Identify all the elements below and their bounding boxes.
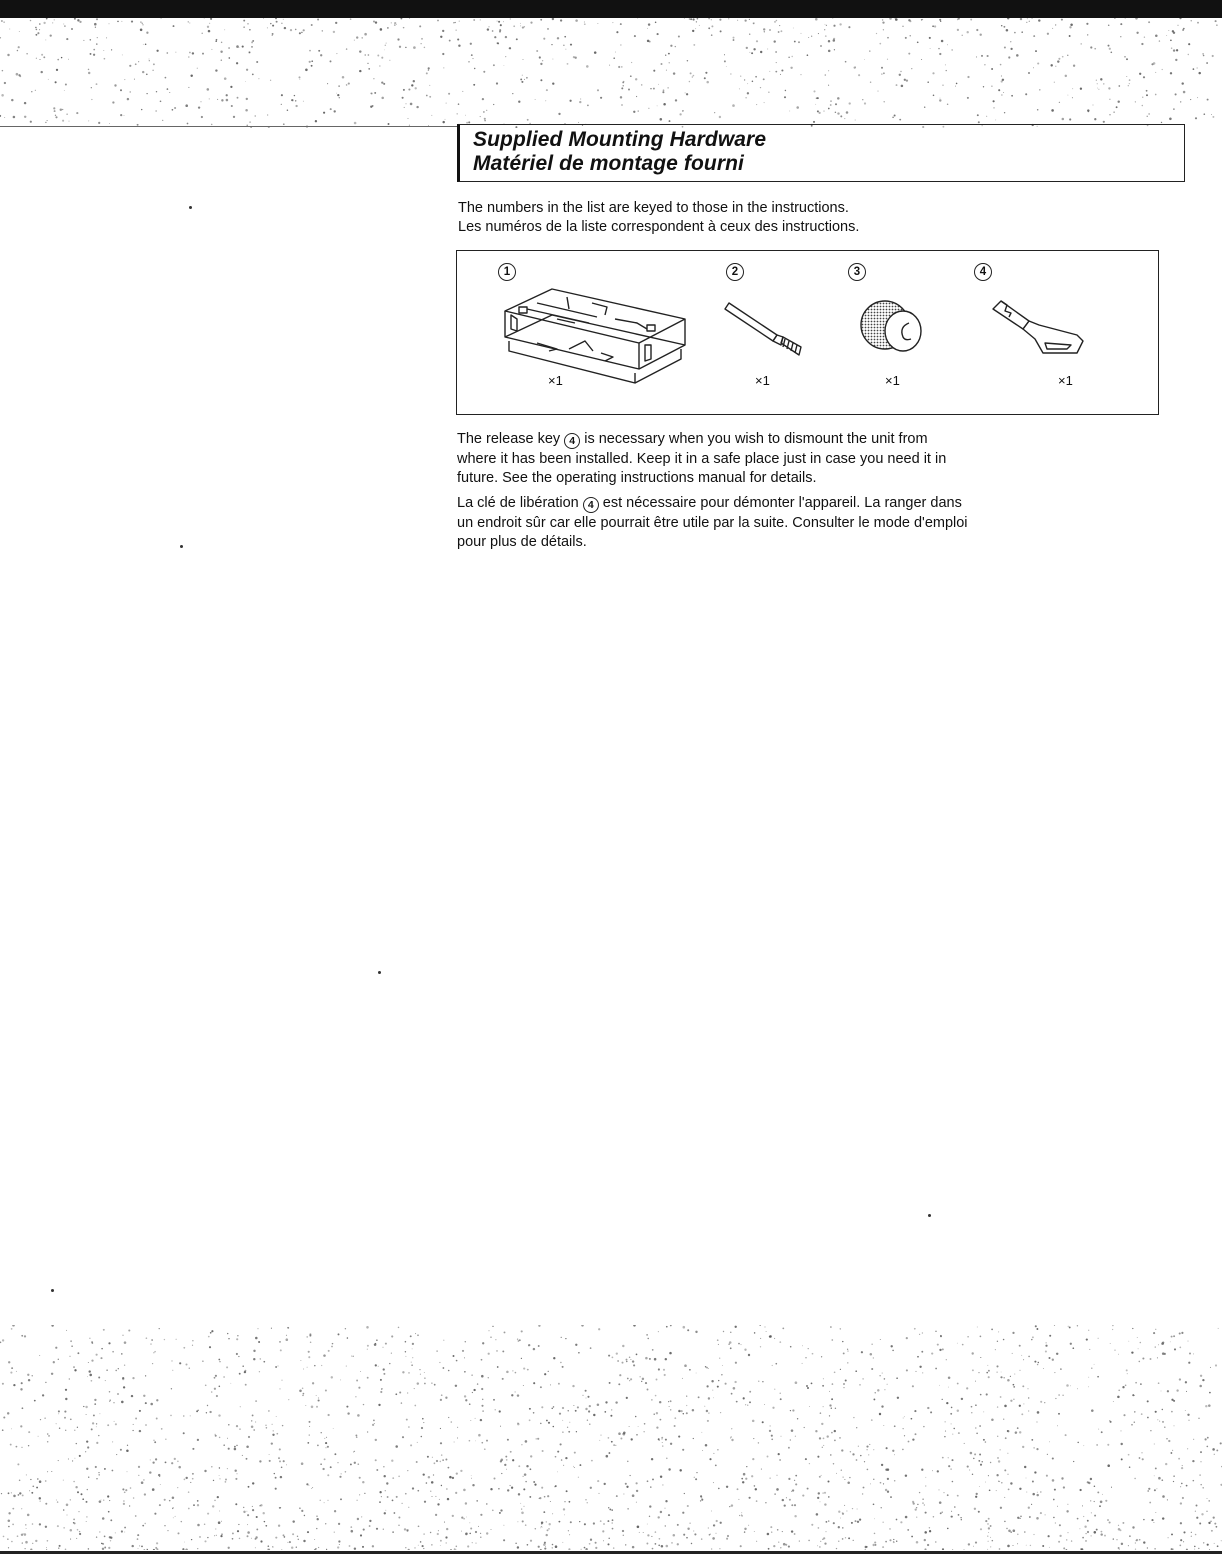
- scan-speck: [51, 1289, 54, 1292]
- intro-text: [458, 199, 859, 237]
- scan-top-bar: [0, 0, 1222, 18]
- release-key-illustration: [987, 297, 1091, 363]
- part-2-qty: ×1: [755, 373, 770, 388]
- part-4-number: 4: [974, 263, 992, 281]
- top-rule: [0, 126, 460, 127]
- en-line-1: [457, 430, 946, 450]
- scan-bottom-rule: [0, 1551, 1222, 1554]
- fr-line-1: [457, 494, 968, 514]
- section-header: [457, 124, 1185, 182]
- en-line-1-end: is necessary when you wish to dismount the unit from: [584, 431, 928, 447]
- intro-line-en: The numbers in the list are keyed to those in the instructions.: [458, 200, 849, 216]
- part-3-number: 3: [848, 263, 866, 281]
- scan-speck: [189, 206, 192, 209]
- part-4-qty: ×1: [1058, 373, 1073, 388]
- parts-box: [456, 250, 1159, 415]
- fr-line-3: pour plus de détails.: [457, 534, 587, 551]
- scan-speck: [180, 545, 183, 548]
- scan-noise-bottom: [0, 1325, 1222, 1550]
- mounting-sleeve-illustration: [497, 279, 692, 387]
- en-line-3: future. See the operating instructions manual for details.: [457, 470, 817, 487]
- part-1-qty: ×1: [548, 373, 563, 388]
- part-1-number: 1: [498, 263, 516, 281]
- fr-line-1-end: est nécessaire pour démonter l'appareil. La ranger dans: [602, 495, 962, 511]
- scan-speck: [378, 971, 381, 974]
- screw-illustration: [721, 299, 811, 361]
- knob-illustration: [855, 293, 935, 361]
- part-4-reference: 4: [564, 433, 580, 449]
- scan-speck: [928, 1214, 931, 1217]
- release-key-paragraph-en: [457, 430, 946, 489]
- fr-line-1-start: La clé de libération: [457, 495, 579, 511]
- part-3-qty: ×1: [885, 373, 900, 388]
- part-4-reference: 4: [583, 497, 599, 513]
- release-key-paragraph-fr: [457, 494, 968, 553]
- scan-noise-top: [0, 18, 1222, 128]
- section-title-fr: Matériel de montage fourni: [473, 152, 744, 175]
- section-title-en: Supplied Mounting Hardware: [473, 128, 767, 151]
- intro-line-fr: Les numéros de la liste correspondent à ceux des instructions.: [458, 219, 860, 235]
- part-2-number: 2: [726, 263, 744, 281]
- en-line-1-start: The release key: [457, 431, 561, 447]
- en-line-2: where it has been installed. Keep it in a safe place just in case you need it in: [457, 450, 947, 467]
- fr-line-2: un endroit sûr car elle pourrait être utile par la suite. Consulter le mode d'emploi: [457, 514, 968, 531]
